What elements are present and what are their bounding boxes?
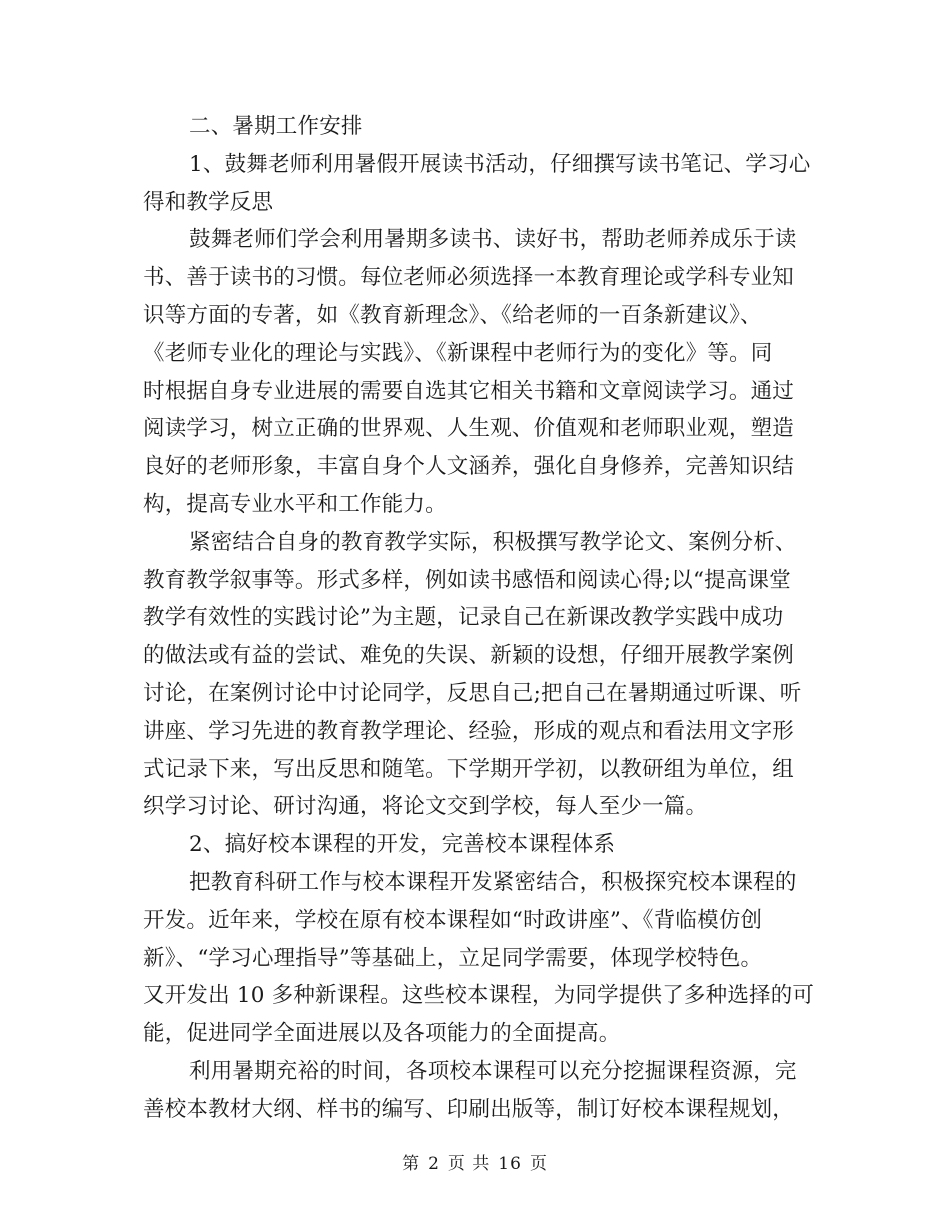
text-line: 开发。近年来，学校在原有校本课程如“时政讲座”、《背临模仿创 [143, 907, 763, 933]
text-line: 能，促进同学全面进展以及各项能力的全面提高。 [143, 1021, 621, 1047]
text-line: 利用暑期充裕的时间，各项校本课程可以充分挖掘课程资源，完 [189, 1058, 797, 1084]
text-line: 新》、“学习心理指导”等基础上，立足同学需要，体现学校特色。 [143, 945, 763, 971]
text-line: 二、暑期工作安排 [189, 114, 363, 139]
footer-total-pages: 16 [498, 1154, 522, 1174]
footer-middle: 页 共 [447, 1154, 491, 1174]
text-line: 识等方面的专著，如《教育新理念》、《给老师的一百条新建议》、 [143, 302, 762, 328]
text-line: 讲座、学习先进的教育教学理论、经验，形成的观点和看法用文字形 [143, 718, 795, 744]
text-line: 《老师专业化的理论与实践》、《新课程中老师行为的变化》等。同 [143, 340, 773, 366]
text-line: 书、善于读书的习惯。每位老师必须选择一本教育理论或学科专业知 [143, 265, 795, 291]
footer-suffix: 页 [529, 1154, 548, 1174]
text-line: 式记录下来，写出反思和随笔。下学期开学初，以教研组为单位，组 [143, 756, 795, 782]
document-body [143, 108, 815, 1129]
footer-prefix: 第 [402, 1154, 421, 1174]
text-line: 时根据自身专业进展的需要自选其它相关书籍和文章阅读学习。通过 [143, 378, 795, 404]
text-line: 1、鼓舞老师利用暑假开展读书活动，仔细撰写读书笔记、学习心 [189, 151, 811, 177]
text-line: 把教育科研工作与校本课程开发紧密结合，积极探究校本课程的 [189, 869, 797, 895]
text-line: 教育教学叙事等。形式多样，例如读书感悟和阅读心得;以“提高课堂 [143, 567, 791, 593]
text-line: 鼓舞老师们学会利用暑期多读书、读好书，帮助老师养成乐于读 [189, 227, 797, 253]
text-line: 的做法或有益的尝试、难免的失误、新颖的设想，仔细开展教学案例 [143, 643, 795, 669]
text-line: 织学习讨论、研讨沟通，将论文交到学校，每人至少一篇。 [143, 794, 708, 820]
text-line: 教学有效性的实践讨论”为主题，记录自己在新课改教学实践中成功 [143, 605, 784, 631]
footer-page-number: 2 [428, 1154, 440, 1174]
text-line: 讨论，在案例讨论中讨论同学，反思自己;把自己在暑期通过听课、听 [143, 680, 802, 706]
text-line: 又开发出 10 多种新课程。这些校本课程，为同学提供了多种选择的可 [143, 983, 815, 1009]
text-line: 构，提高专业水平和工作能力。 [143, 491, 447, 517]
text-line: 良好的老师形象，丰富自身个人文涵养，强化自身修养，完善知识结 [143, 454, 795, 480]
text-line: 善校本教材大纲、样书的编写、印刷出版等，制订好校本课程规划， [143, 1096, 795, 1122]
page-footer [0, 1152, 950, 1176]
text-line: 得和教学反思 [143, 189, 274, 215]
text-line: 阅读学习，树立正确的世界观、人生观、价值观和老师职业观，塑造 [143, 416, 795, 442]
text-line: 紧密结合自身的教育教学实际，积极撰写教学论文、案例分析、 [189, 529, 797, 555]
text-line: 2、搞好校本课程的开发，完善校本课程体系 [189, 832, 616, 858]
